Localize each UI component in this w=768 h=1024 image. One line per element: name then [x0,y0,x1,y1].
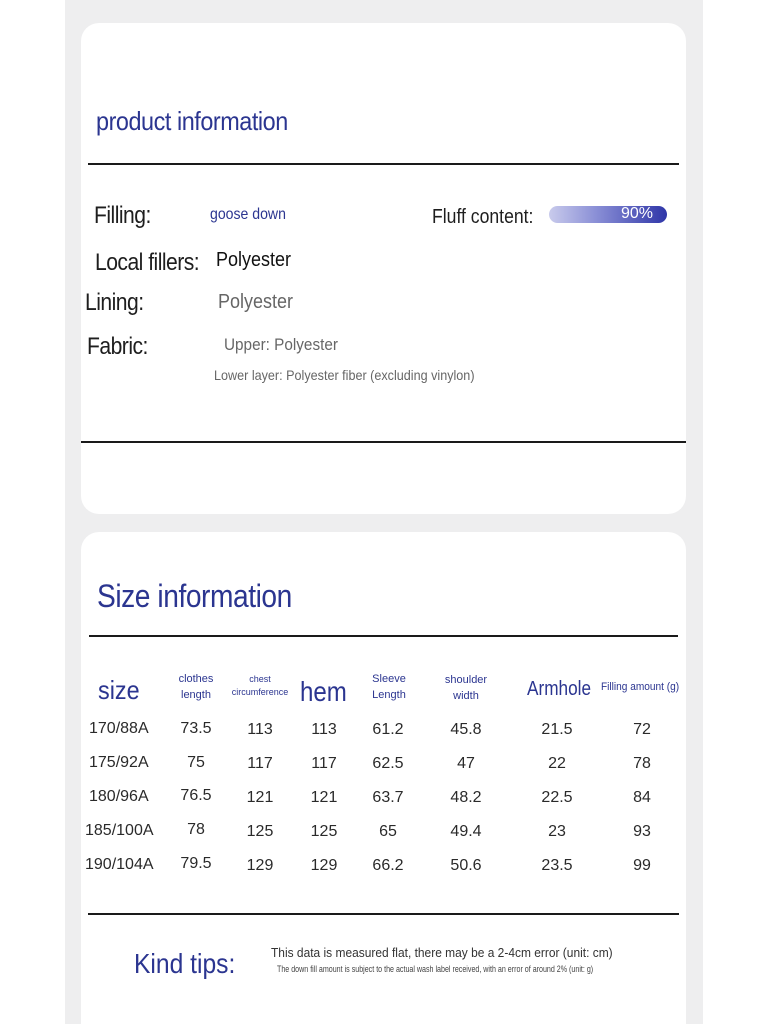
cell-hem: 113 [311,721,337,738]
cell-shoulder: 49.4 [450,823,482,840]
cell-sleeve: 65 [379,823,397,840]
cell-hem: 125 [310,823,338,840]
cell-clothes-length: 78 [187,821,205,838]
cell-sleeve: 63.7 [372,789,404,806]
tips-line1: This data is measured flat, there may be a 2-4cm error (unit: cm) [271,945,613,960]
header-clothes-length-line1: clothes [178,673,214,685]
cell-sleeve: 66.2 [372,857,404,874]
cell-shoulder: 45.8 [450,721,482,738]
fluff-content-bar [549,206,667,223]
cell-clothes-length: 76.5 [180,787,212,804]
divider [88,163,679,165]
header-chest [225,674,295,698]
cell-filling: 84 [633,789,651,806]
size-information-title: Size information [97,578,292,614]
header-clothes-length-line2: length [181,688,211,701]
header-armhole: Armhole [527,678,592,700]
header-filling-amount: Filling amount (g) [601,681,680,693]
header-size: size [98,675,140,705]
cell-clothes-length: 79.5 [180,855,212,872]
local-fillers-value: Polyester [216,249,292,271]
lining-value: Polyester [218,291,294,313]
header-chest-line2: circumference [231,687,289,698]
header-clothes-length [166,673,226,701]
kind-tips-label: Kind tips: [134,948,236,979]
cell-clothes-length: 75 [187,754,205,771]
local-fillers-label: Local fillers: [95,249,200,276]
cell-chest: 125 [246,823,274,840]
cell-filling: 99 [633,857,651,874]
cell-hem: 121 [310,789,338,806]
cell-filling: 78 [633,755,651,772]
cell-chest: 113 [247,721,273,738]
lining-label: Lining: [85,289,144,316]
cell-chest: 129 [246,857,274,874]
cell-armhole: 23.5 [541,857,573,874]
cell-size: 190/104A [85,856,154,873]
header-shoulder-line1: shoulder [444,674,488,686]
cell-sleeve: 61.2 [372,721,404,738]
filling-label: Filling: [94,202,151,229]
cell-hem: 117 [311,755,337,772]
header-sleeve-line1: Sleeve [372,673,406,685]
divider [88,913,679,915]
fluff-content-value: 90% [620,205,653,222]
tips-line2: The down fill amount is subject to the actual wash label received, with an error of around 2% (unit: g) [277,964,594,974]
product-information-title: product information [96,106,288,136]
header-chest-line1: chest [249,674,271,684]
cell-size: 170/88A [89,720,149,737]
cell-armhole: 23 [548,823,566,840]
cell-size: 180/96A [89,788,149,805]
cell-shoulder: 50.6 [450,857,482,874]
fabric-lower: Lower layer: Polyester fiber (excluding vinylon) [214,367,475,383]
header-sleeve-length [359,673,419,701]
filling-value: goose down [210,206,286,223]
cell-chest: 117 [247,755,273,772]
cell-shoulder: 47 [457,755,475,772]
fabric-label: Fabric: [87,333,148,360]
cell-armhole: 22 [548,755,566,772]
cell-shoulder: 48.2 [450,789,482,806]
header-sleeve-line2: Length [372,688,406,701]
cell-filling: 72 [633,721,651,738]
divider [81,441,686,443]
cell-filling: 93 [633,823,651,840]
cell-sleeve: 62.5 [372,755,404,772]
fabric-upper: Upper: Polyester [224,335,338,354]
header-shoulder-line2: width [453,689,479,702]
header-shoulder-width [436,674,496,702]
header-hem: hem [300,676,347,707]
divider [89,635,678,637]
cell-armhole: 22.5 [541,789,573,806]
cell-chest: 121 [246,789,274,806]
cell-clothes-length: 73.5 [180,720,212,737]
fluff-content-label: Fluff content: [432,206,534,228]
cell-size: 185/100A [85,822,154,839]
cell-armhole: 21.5 [541,721,573,738]
cell-size: 175/92A [89,754,149,771]
cell-hem: 129 [310,857,338,874]
